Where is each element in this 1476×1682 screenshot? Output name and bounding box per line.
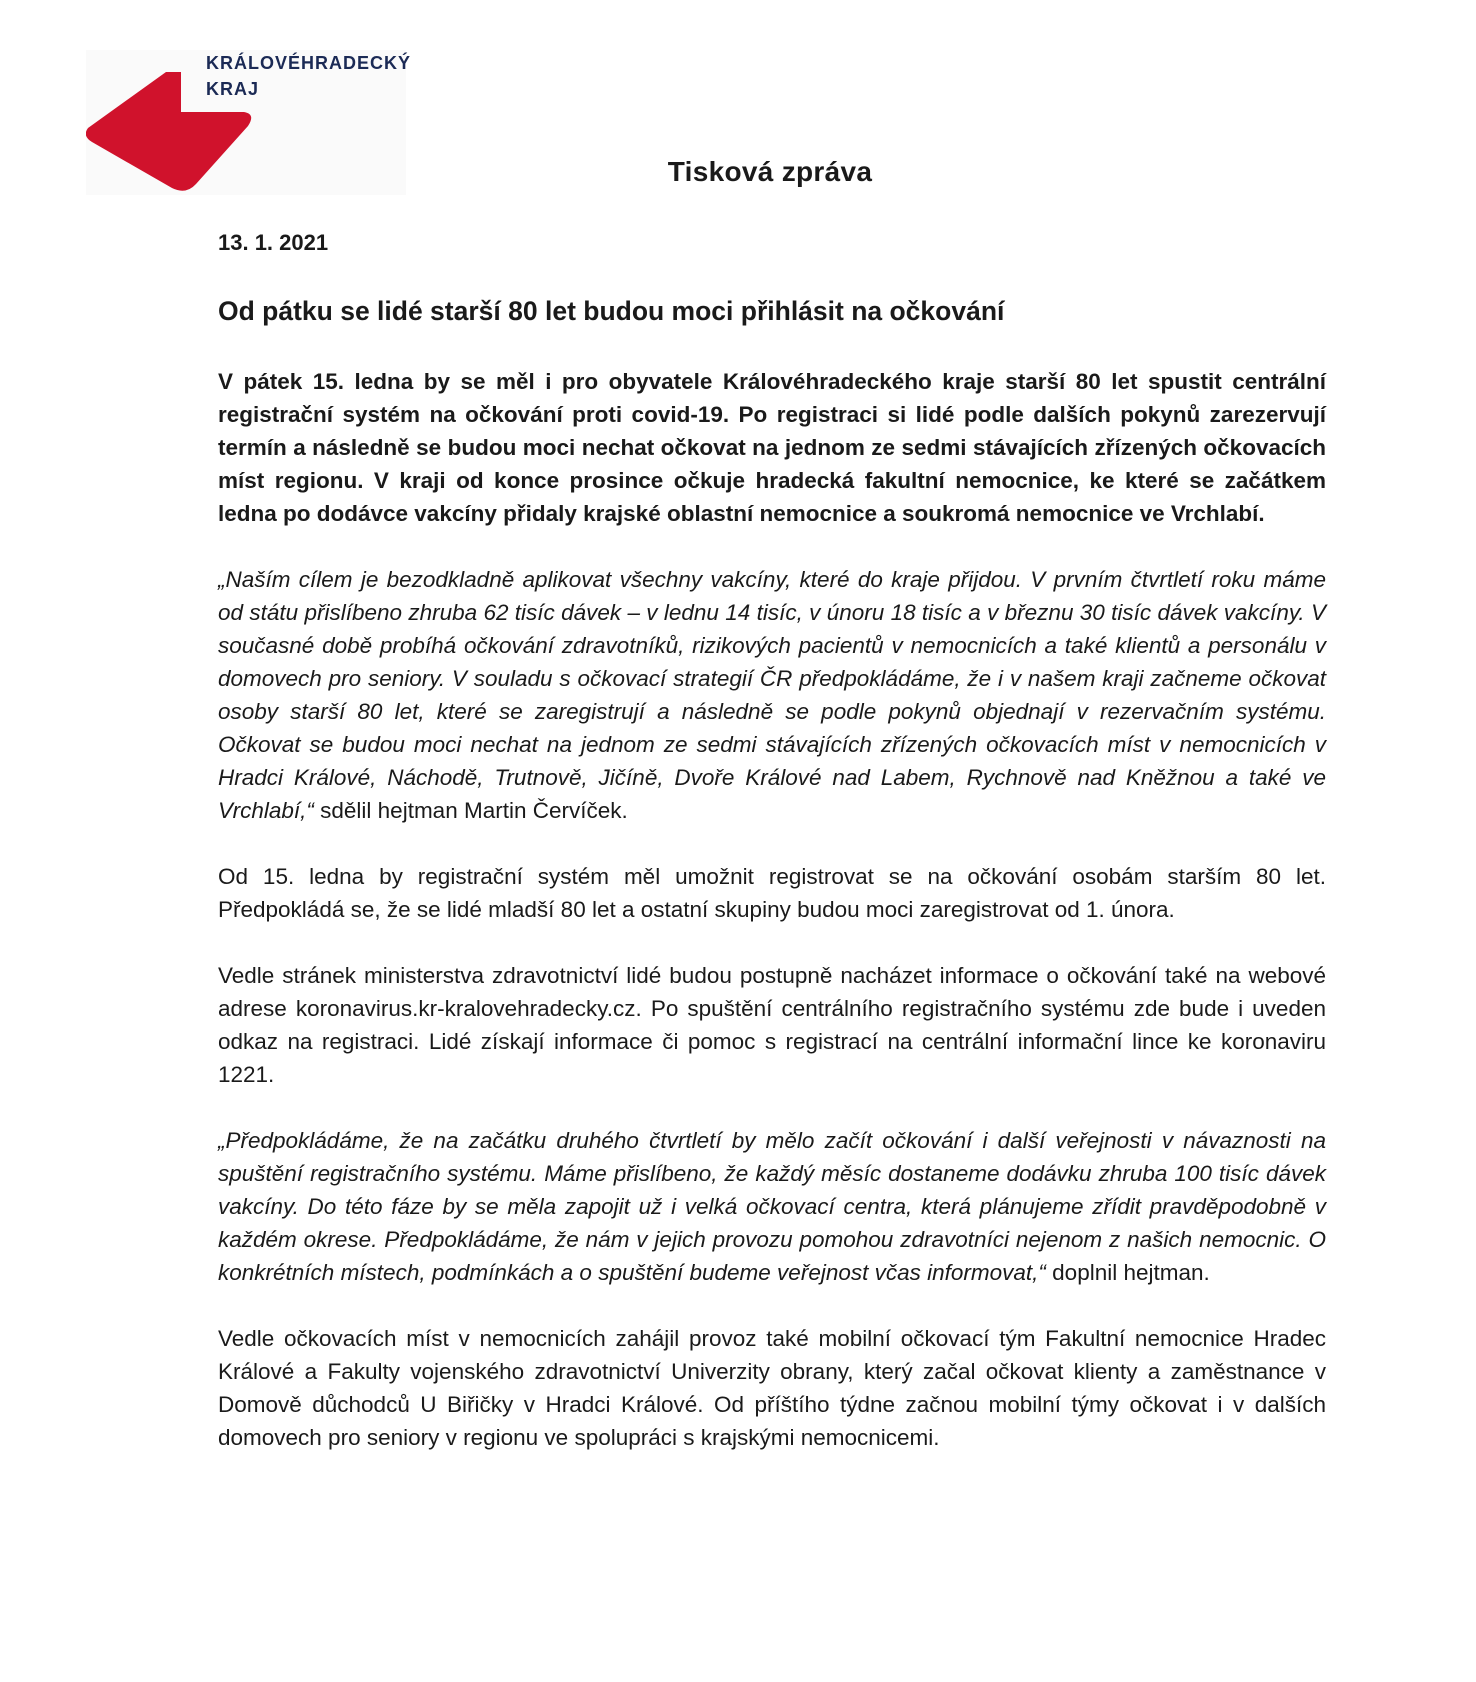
article-body — [218, 365, 1326, 1487]
body-paragraph-2: Vedle stránek ministerstva zdravotnictví lidé budou postupně nacházet informace o očkování také na webové adrese koronavirus.kr-kralovehradecky.cz. Po spuštění centrálního registračního systému zde bude i uveden odkaz na registraci. Lidé získají informace či pomoc s registrací na centrální informační lince ke koronaviru 1221. — [218, 963, 1326, 1087]
document-type-heading: Tisková zpráva — [667, 156, 873, 187]
body-paragraph-3: Vedle očkovacích míst v nemocnicích zahájil provoz také mobilní očkovací tým Fakultní nemocnice Hradec Králové a Fakulty vojenského zdravotnictví Univerzity obrany, který začal očkovat klienty a zaměstnance v Domově důchodců U Biřičky v Hradci Králové. Od příštího týdne začnou mobilní týmy očkovat i v dalších domovech pro seniory v regionu ve spolupráci s krajskými nemocnicemi. — [218, 1326, 1326, 1450]
body-paragraph-1: Od 15. ledna by registrační systém měl umožnit registrovat se na očkování osobám starším 80 let. Předpokládá se, že se lidé mladší 80 let a ostatní skupiny budou moci zaregistrovat od 1. února. — [218, 864, 1326, 922]
quote-1-text: „Naším cílem je bezodkladně aplikovat všechny vakcíny, které do kraje přijdou. V prvním čtvrtletí roku máme od státu přislíbeno zhruba 62 tisíc dávek – v lednu 14 tisíc, v únoru 18 tisíc a v březnu 30 tisíc dávek vakcíny. V současné době probíhá očkování zdravotníků, rizikových pacientů v nemocnicích a také klientů a personálu v domovech pro seniory. V souladu s očkovací strategií ČR předpokládáme, že i v našem kraji začneme očkovat osoby starší 80 let, které se zaregistrují a následně se podle pokynů objednají v rezervačním systému. Očkovat se budou moci nechat na jednom ze sedmi stávajících zřízených očkovacích míst v nemocnicích v Hradci Králové, Náchodě, Trutnově, Jičíně, Dvoře Králové nad Labem, Rychnově nad Kněžnou a také ve Vrchlabí,“ — [218, 567, 1326, 823]
press-release-headline: Od pátku se lidé starší 80 let budou moci přihlásit na očkování — [218, 296, 1005, 326]
quote-1-attribution: sdělil hejtman Martin Červíček. — [313, 798, 628, 823]
quote-2-attribution: doplnil hejtman. — [1045, 1260, 1210, 1285]
logo-line-2: KRAJ — [206, 79, 260, 99]
release-date: 13. 1. 2021 — [218, 230, 329, 255]
logo-line-1: KRÁLOVÉHRADECKÝ — [206, 53, 412, 73]
quote-2-text: „Předpokládáme, že na začátku druhého čtvrtletí by mělo začít očkování i další veřejnosti v návaznosti na spuštění registračního systému. Máme přislíbeno, že každý měsíc dostaneme dodávku zhruba 100 tisíc dávek vakcíny. Do této fáze by se měla zapojit už i velká očkovací centra, která plánujeme zřídit pravděpodobně v každém okrese. Předpokládáme, že nám v jejich provozu pomohou zdravotníci nejenom z našich nemocnic. O konkrétních místech, podmínkách a o spuštění budeme veřejnost včas informovat,“ — [218, 1128, 1326, 1285]
quote-paragraph-2 — [218, 1124, 1326, 1289]
quote-paragraph-1 — [218, 563, 1326, 827]
logo-wordmark — [206, 50, 411, 102]
lead-paragraph: V pátek 15. ledna by se měl i pro obyvatele Královéhradeckého kraje starší 80 let spustit centrální registrační systém na očkování proti covid-19. Po registraci si lidé podle dalších pokynů zarezervují termín a následně se budou moci nechat očkovat na jednom ze sedmi stávajících zřízených očkovacích míst regionu. V kraji od konce prosince očkuje hradecká fakultní nemocnice, ke které se začátkem ledna po dodávce vakcíny přidaly krajské oblastní nemocnice a soukromá nemocnice ve Vrchlabí. — [218, 369, 1326, 526]
